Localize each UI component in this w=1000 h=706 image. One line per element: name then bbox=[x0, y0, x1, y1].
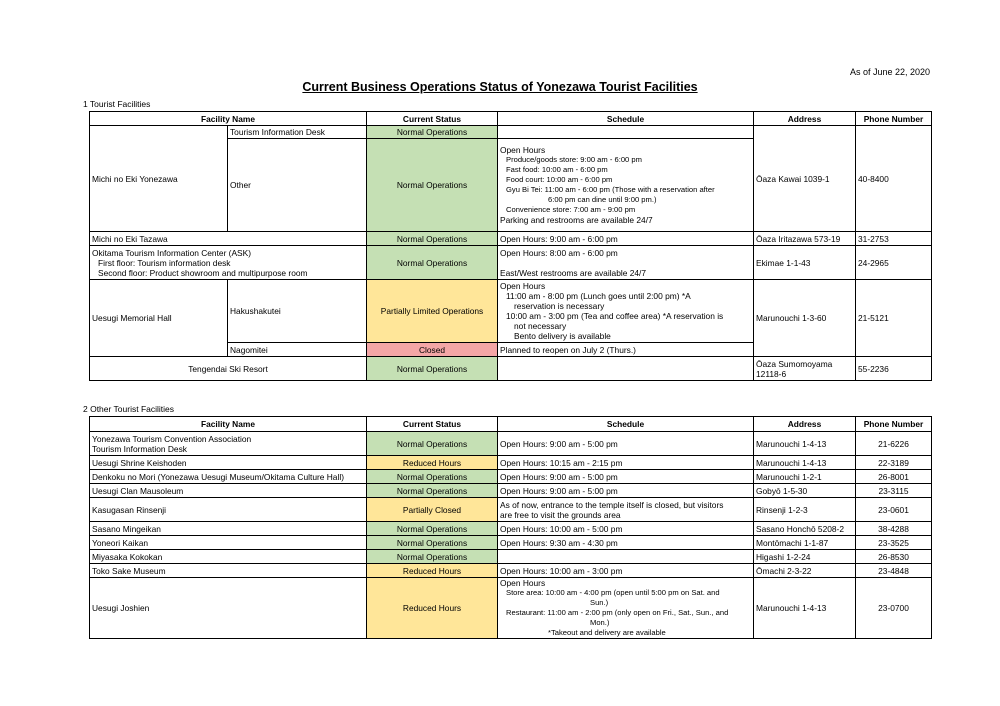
status-cell: Normal Operations bbox=[367, 232, 498, 246]
facility-name: Uesugi Clan Mausoleum bbox=[90, 484, 367, 498]
status-cell: Normal Operations bbox=[367, 246, 498, 280]
table-row bbox=[90, 470, 932, 484]
table-header-row bbox=[90, 112, 932, 126]
address-cell: Ōmachi 2-3-22 bbox=[754, 564, 856, 578]
address-cell: Marunouchi 1-4-13 bbox=[754, 456, 856, 470]
status-cell: Reduced Hours bbox=[367, 456, 498, 470]
facility-name bbox=[90, 432, 367, 456]
schedule-line: *Takeout and delivery are available bbox=[548, 628, 666, 637]
header-current-status: Current Status bbox=[367, 417, 498, 432]
address-cell: Marunouchi 1-4-13 bbox=[754, 432, 856, 456]
tourist-facilities-table bbox=[89, 111, 932, 381]
schedule-cell: Open Hours: 9:00 am - 5:00 pm bbox=[498, 484, 754, 498]
table-row bbox=[90, 232, 932, 246]
phone-cell: 23-0601 bbox=[856, 498, 932, 522]
facility-name: Uesugi Memorial Hall bbox=[90, 280, 228, 357]
schedule-line: Produce/goods store: 9:00 am - 6:00 pm bbox=[506, 155, 642, 164]
address-cell: Ōaza Iritazawa 573-19 bbox=[754, 232, 856, 246]
schedule-line: Food court: 10:00 am - 6:00 pm bbox=[506, 175, 613, 184]
schedule-line: 6:00 pm can dine until 9:00 pm.) bbox=[548, 195, 657, 204]
status-cell: Closed bbox=[367, 343, 498, 357]
schedule-cell bbox=[498, 498, 754, 522]
schedule-line: Store area: 10:00 am - 4:00 pm (open until 5:00 pm on Sat. and bbox=[506, 588, 720, 597]
status-cell: Normal Operations bbox=[367, 126, 498, 139]
facility-name-line: Second floor: Product showroom and multipurpose room bbox=[98, 267, 308, 278]
table-row bbox=[90, 357, 932, 381]
facility-name: Tengendai Ski Resort bbox=[90, 357, 367, 381]
header-phone: Phone Number bbox=[856, 417, 932, 432]
facility-name: Toko Sake Museum bbox=[90, 564, 367, 578]
table-row bbox=[90, 522, 932, 536]
facility-name-line: First floor: Tourism information desk bbox=[98, 257, 231, 268]
schedule-line: Open Hours bbox=[500, 145, 546, 155]
facility-name: Yoneori Kaikan bbox=[90, 536, 367, 550]
schedule-line: Gyu Bi Tei: 11:00 am - 6:00 pm (Those with a reservation after bbox=[506, 185, 715, 194]
address-cell: Marunouchi 1-2-1 bbox=[754, 470, 856, 484]
phone-cell: 23-0700 bbox=[856, 578, 932, 639]
table-row bbox=[90, 456, 932, 470]
status-cell: Normal Operations bbox=[367, 470, 498, 484]
facility-name: Denkoku no Mori (Yonezawa Uesugi Museum/Okitama Culture Hall) bbox=[90, 470, 367, 484]
as-of-date: As of June 22, 2020 bbox=[849, 67, 930, 77]
table-row bbox=[90, 564, 932, 578]
other-facilities-table bbox=[89, 416, 932, 639]
status-cell: Normal Operations bbox=[367, 550, 498, 564]
schedule-line: Sun.) bbox=[590, 598, 609, 607]
phone-cell: 23-3525 bbox=[856, 536, 932, 550]
schedule-line: not necessary bbox=[514, 321, 567, 331]
status-cell: Normal Operations bbox=[367, 357, 498, 381]
status-cell: Normal Operations bbox=[367, 484, 498, 498]
schedule-cell: Open Hours: 9:00 am - 5:00 pm bbox=[498, 432, 754, 456]
header-facility-name: Facility Name bbox=[90, 112, 367, 126]
phone-cell: 22-3189 bbox=[856, 456, 932, 470]
facility-name: Uesugi Joshien bbox=[90, 578, 367, 639]
schedule-line: Fast food: 10:00 am - 6:00 pm bbox=[506, 165, 608, 174]
status-cell: Reduced Hours bbox=[367, 564, 498, 578]
sub-facility-name: Tourism Information Desk bbox=[228, 126, 367, 139]
address-cell: Ekimae 1-1-43 bbox=[754, 246, 856, 280]
facility-name-line: Tourism Information Desk bbox=[92, 443, 187, 454]
schedule-line: Open Hours: 8:00 am - 6:00 pm bbox=[500, 247, 618, 258]
facility-name: Miyasaka Kokokan bbox=[90, 550, 367, 564]
schedule-line: As of now, entrance to the temple itself is closed, but visitors bbox=[500, 499, 724, 510]
address-cell: Marunouchi 1-4-13 bbox=[754, 578, 856, 639]
facility-name-line: Yonezawa Tourism Convention Association bbox=[92, 433, 252, 444]
schedule-line: Open Hours bbox=[500, 578, 546, 588]
phone-cell: 24-2965 bbox=[856, 246, 932, 280]
address-cell: Ōaza Sumomoyama 12118-6 bbox=[754, 357, 856, 381]
schedule-line: 11:00 am - 8:00 pm (Lunch goes until 2:00 pm) *A bbox=[506, 291, 691, 301]
page-title: Current Business Operations Status of Yonezawa Tourist Facilities bbox=[302, 80, 698, 94]
table-row bbox=[90, 498, 932, 522]
address-cell: Montōmachi 1-1-87 bbox=[754, 536, 856, 550]
schedule-line: Restaurant: 11:00 am - 2:00 pm (only open on Fri., Sat., Sun., and bbox=[506, 608, 729, 617]
schedule-line: Open Hours bbox=[500, 281, 546, 291]
phone-cell: 55-2236 bbox=[856, 357, 932, 381]
status-cell: Reduced Hours bbox=[367, 578, 498, 639]
address-cell: Sasano Honchō 5208-2 bbox=[754, 522, 856, 536]
schedule-cell: Open Hours: 10:15 am - 2:15 pm bbox=[498, 456, 754, 470]
schedule-cell bbox=[498, 280, 754, 343]
status-cell: Partially Limited Operations bbox=[367, 280, 498, 343]
header-address: Address bbox=[754, 112, 856, 126]
address-cell: Marunouchi 1-3-60 bbox=[754, 280, 856, 357]
phone-cell: 26-8001 bbox=[856, 470, 932, 484]
section-2-heading: 2 Other Tourist Facilities bbox=[83, 404, 175, 414]
section-1-heading: 1 Tourist Facilities bbox=[83, 99, 151, 109]
schedule-cell: Planned to reopen on July 2 (Thurs.) bbox=[498, 343, 754, 357]
schedule-cell bbox=[498, 357, 754, 381]
phone-cell: 31-2753 bbox=[856, 232, 932, 246]
table-row bbox=[90, 578, 932, 639]
phone-cell: 21-5121 bbox=[856, 280, 932, 357]
address-cell: Rinsenji 1-2-3 bbox=[754, 498, 856, 522]
schedule-line: are free to visit the grounds area bbox=[500, 509, 621, 520]
address-cell: Ōaza Kawai 1039-1 bbox=[754, 126, 856, 232]
schedule-line: Parking and restrooms are available 24/7 bbox=[500, 215, 653, 225]
status-cell: Normal Operations bbox=[367, 432, 498, 456]
sub-facility-name: Hakushakutei bbox=[228, 280, 367, 343]
phone-cell: 21-6226 bbox=[856, 432, 932, 456]
table-row bbox=[90, 246, 932, 280]
header-phone: Phone Number bbox=[856, 112, 932, 126]
status-cell: Normal Operations bbox=[367, 139, 498, 232]
phone-cell: 26-8530 bbox=[856, 550, 932, 564]
address-cell: Gobyō 1-5-30 bbox=[754, 484, 856, 498]
schedule-cell bbox=[498, 578, 754, 639]
facility-name-line: Okitama Tourism Information Center (ASK) bbox=[92, 247, 252, 258]
table-row bbox=[90, 280, 932, 343]
phone-cell: 23-3115 bbox=[856, 484, 932, 498]
table-row bbox=[90, 432, 932, 456]
facility-name: Kasugasan Rinsenji bbox=[90, 498, 367, 522]
schedule-cell: Open Hours: 9:30 am - 4:30 pm bbox=[498, 536, 754, 550]
schedule-cell bbox=[498, 126, 754, 139]
sub-facility-name: Nagomitei bbox=[228, 343, 367, 357]
header-schedule: Schedule bbox=[498, 112, 754, 126]
header-schedule: Schedule bbox=[498, 417, 754, 432]
header-current-status: Current Status bbox=[367, 112, 498, 126]
schedule-line: 10:00 am - 3:00 pm (Tea and coffee area) *A reservation is bbox=[506, 311, 724, 321]
status-cell: Partially Closed bbox=[367, 498, 498, 522]
facility-name: Uesugi Shrine Keishoden bbox=[90, 456, 367, 470]
schedule-cell: Open Hours: 10:00 am - 5:00 pm bbox=[498, 522, 754, 536]
table-row bbox=[90, 536, 932, 550]
schedule-line: Convenience store: 7:00 am - 9:00 pm bbox=[506, 205, 636, 214]
schedule-cell bbox=[498, 550, 754, 564]
sub-facility-name: Other bbox=[228, 139, 367, 232]
status-cell: Normal Operations bbox=[367, 522, 498, 536]
facility-name: Michi no Eki Tazawa bbox=[90, 232, 367, 246]
schedule-cell bbox=[498, 246, 754, 280]
address-cell: Higashi 1-2-24 bbox=[754, 550, 856, 564]
phone-cell: 38-4288 bbox=[856, 522, 932, 536]
phone-cell: 23-4848 bbox=[856, 564, 932, 578]
schedule-line: Bento delivery is available bbox=[514, 331, 611, 341]
phone-cell: 40-8400 bbox=[856, 126, 932, 232]
facility-name: Sasano Mingeikan bbox=[90, 522, 367, 536]
schedule-line: East/West restrooms are available 24/7 bbox=[500, 267, 647, 278]
schedule-cell: Open Hours: 9:00 am - 5:00 pm bbox=[498, 470, 754, 484]
header-facility-name: Facility Name bbox=[90, 417, 367, 432]
table-row bbox=[90, 126, 932, 139]
header-address: Address bbox=[754, 417, 856, 432]
schedule-line: reservation is necessary bbox=[514, 301, 605, 311]
table-row bbox=[90, 550, 932, 564]
table-row bbox=[90, 484, 932, 498]
schedule-cell bbox=[498, 139, 754, 232]
schedule-cell: Open Hours: 10:00 am - 3:00 pm bbox=[498, 564, 754, 578]
facility-name: Michi no Eki Yonezawa bbox=[90, 126, 228, 232]
table-header-row bbox=[90, 417, 932, 432]
schedule-cell: Open Hours: 9:00 am - 6:00 pm bbox=[498, 232, 754, 246]
status-cell: Normal Operations bbox=[367, 536, 498, 550]
schedule-line: Mon.) bbox=[590, 618, 610, 627]
facility-name bbox=[90, 246, 367, 280]
